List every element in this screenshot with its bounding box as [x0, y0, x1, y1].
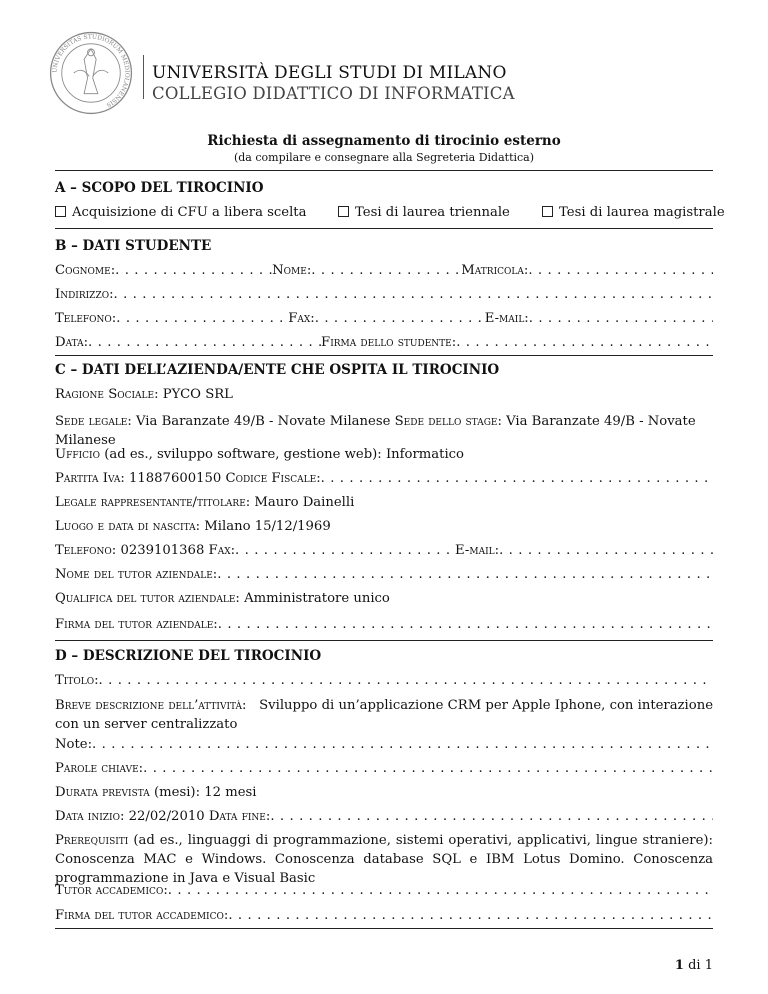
nome-label: Nome: [272, 263, 312, 278]
ufficio-hint: (ad es., sviluppo software, gestione web): [104, 447, 382, 462]
titolo-row [55, 671, 713, 690]
note-row [55, 735, 713, 754]
indirizzo-field[interactable] [114, 285, 713, 304]
section-c-heading: C – DATI DELL’AZIENDA/ENTE CHE OSPITA IL TIROCINIO [55, 362, 500, 378]
company-contact-row [55, 541, 713, 560]
company-email-field[interactable] [499, 541, 713, 560]
college-name: COLLEGIO DIDATTICO DI INFORMATICA [152, 84, 515, 103]
ragione-value: PYCO SRL [162, 387, 233, 402]
legale-row [55, 493, 713, 512]
prereq-hint: (ad es., linguaggi di programmazione, sistemi operativi, applicativi, lingue straniere): [133, 833, 713, 848]
telefono-label: Telefono: [55, 311, 117, 326]
qualifica-label: Qualifica del tutor aziendale: [55, 591, 240, 606]
durata-value: 12 mesi [204, 785, 257, 800]
date-row [55, 807, 713, 826]
svg-text:UNIVERSITAS STUDIORUM MEDIOLAN: UNIVERSITAS STUDIORUM MEDIOLANENSIS [51, 33, 131, 109]
nome-field[interactable] [311, 261, 461, 280]
sede-stage-label: Sede dello stage: [394, 414, 502, 429]
piva-label: Partita Iva: [55, 471, 125, 486]
piva-row [55, 469, 713, 488]
company-fax-field[interactable] [235, 541, 455, 560]
firma-acc-field[interactable] [228, 906, 713, 925]
firma-tutor-field[interactable] [218, 615, 713, 634]
nascita-label: Luogo e data di nascita: [55, 519, 201, 534]
qualifica-value: Amministratore unico [244, 591, 390, 606]
inizio-value: 22/02/2010 [128, 809, 205, 824]
sede-legale-label: Sede legale: [55, 414, 132, 429]
note-label: Note: [55, 737, 93, 752]
ufficio-label: Ufficio [55, 447, 100, 462]
note-field[interactable] [92, 735, 713, 754]
titolo-field[interactable] [99, 671, 713, 690]
firma-studente-label: Firma dello studente: [321, 335, 457, 350]
document-subtitle: (da compilare e consegnare alla Segreteria Didattica) [233, 151, 535, 164]
indirizzo-label: Indirizzo: [55, 287, 114, 302]
inizio-label: Data inizio: [55, 809, 125, 824]
matricola-field[interactable] [528, 261, 713, 280]
page-number [675, 958, 713, 973]
section-divider [55, 640, 713, 641]
tutor-acc-field[interactable] [168, 881, 713, 900]
student-contact-row [55, 309, 713, 328]
parole-label: Parole chiave: [55, 761, 144, 776]
breve-row [55, 696, 713, 734]
student-address-row [55, 285, 713, 304]
fax-label: Fax: [288, 311, 315, 326]
tutor-nome-row [55, 565, 713, 584]
breve-label: Breve descrizione dell’attività: [55, 698, 247, 713]
qualifica-row [55, 589, 713, 608]
checkbox-icon[interactable] [55, 206, 66, 217]
email-field[interactable] [529, 309, 713, 328]
company-email-label: E-mail: [455, 543, 500, 558]
durata-unit: (mesi): [153, 785, 201, 800]
legale-value: Mauro Dainelli [254, 495, 355, 510]
durata-label: Durata prevista [55, 785, 150, 800]
ragione-sociale-row [55, 385, 713, 404]
document-title: Richiesta di assegnamento di tirocinio esterno [207, 133, 561, 149]
prereq-label: Prerequisiti [55, 833, 129, 848]
tutor-nome-field[interactable] [217, 565, 713, 584]
sede-legale-value: Via Baranzate 49/B - Novate Milanese [136, 414, 391, 429]
fax-field[interactable] [315, 309, 485, 328]
firma-tutor-row [55, 615, 713, 634]
ragione-label: Ragione Sociale: [55, 387, 159, 402]
firma-acc-label: Firma del tutor accademico: [55, 908, 229, 923]
email-label: E-mail: [484, 311, 529, 326]
page-total: di 1 [688, 958, 713, 973]
section-b-heading: B – DATI STUDENTE [55, 238, 212, 254]
company-fax-label: Fax: [208, 543, 236, 558]
prereq-value: Conoscenza MAC e Windows. Conoscenza database SQL e IBM Lotus Domino. Conoscenza programmazione in Java e Visual Basic [55, 852, 713, 886]
parole-field[interactable] [143, 759, 713, 778]
student-name-row [55, 261, 713, 280]
firma-studente-field[interactable] [456, 333, 713, 352]
option-cfu[interactable]: Acquisizione di CFU a libera scelta [55, 203, 306, 222]
option-tesi-magistrale[interactable]: Tesi di laurea magistrale [542, 203, 725, 222]
legale-label: Legale rappresentante/titolare: [55, 495, 251, 510]
sede-stage-value: Via Baranzate 49/B - Novate Milanese [55, 414, 696, 448]
section-divider [55, 928, 713, 929]
section-a-heading: A – SCOPO DEL TIROCINIO [55, 180, 264, 196]
company-tel-label: Telefono: [55, 543, 117, 558]
university-seal-logo [48, 30, 134, 116]
cf-label: Codice Fiscale: [225, 471, 321, 486]
data-label: Data: [55, 335, 89, 350]
tutor-acc-row [55, 881, 713, 900]
firma-acc-row [55, 906, 713, 925]
page-current: 1 [674, 958, 684, 973]
section-d-heading: D – DESCRIZIONE DEL TIROCINIO [55, 648, 322, 664]
prereq-row [55, 831, 713, 888]
fine-field[interactable] [270, 807, 713, 826]
ufficio-value: Informatico [385, 447, 464, 462]
matricola-label: Matricola: [461, 263, 529, 278]
option-tesi-triennale[interactable]: Tesi di laurea triennale [338, 203, 510, 222]
student-signature-row [55, 333, 713, 352]
section-divider [55, 355, 713, 356]
ufficio-row [55, 445, 713, 464]
nascita-value: Milano 15/12/1969 [204, 519, 331, 534]
cognome-label: Cognome: [55, 263, 116, 278]
titolo-label: Titolo: [55, 673, 99, 688]
nascita-row [55, 517, 713, 536]
durata-row [55, 783, 713, 802]
data-field[interactable] [88, 333, 321, 352]
telefono-field[interactable] [116, 309, 288, 328]
fine-label: Data fine: [208, 809, 271, 824]
header-divider [143, 55, 144, 99]
tutor-nome-label: Nome del tutor aziendale: [55, 567, 218, 582]
cf-field[interactable] [321, 469, 713, 488]
checkbox-icon[interactable] [338, 206, 349, 217]
section-divider [55, 228, 713, 229]
university-name: UNIVERSITÀ DEGLI STUDI DI MILANO [152, 63, 507, 83]
piva-value: 11887600150 [129, 471, 222, 486]
section-divider [55, 170, 713, 171]
breve-value: Sviluppo di un’applicazione CRM per Apple Iphone, con interazione con un server centralizzato [55, 698, 713, 732]
checkbox-icon[interactable] [542, 206, 553, 217]
company-tel-value: 0239101368 [120, 543, 205, 558]
firma-tutor-label: Firma del tutor aziendale: [55, 617, 218, 632]
cognome-field[interactable] [115, 261, 272, 280]
parole-row [55, 759, 713, 778]
tutor-acc-label: Tutor accademico: [55, 883, 168, 898]
